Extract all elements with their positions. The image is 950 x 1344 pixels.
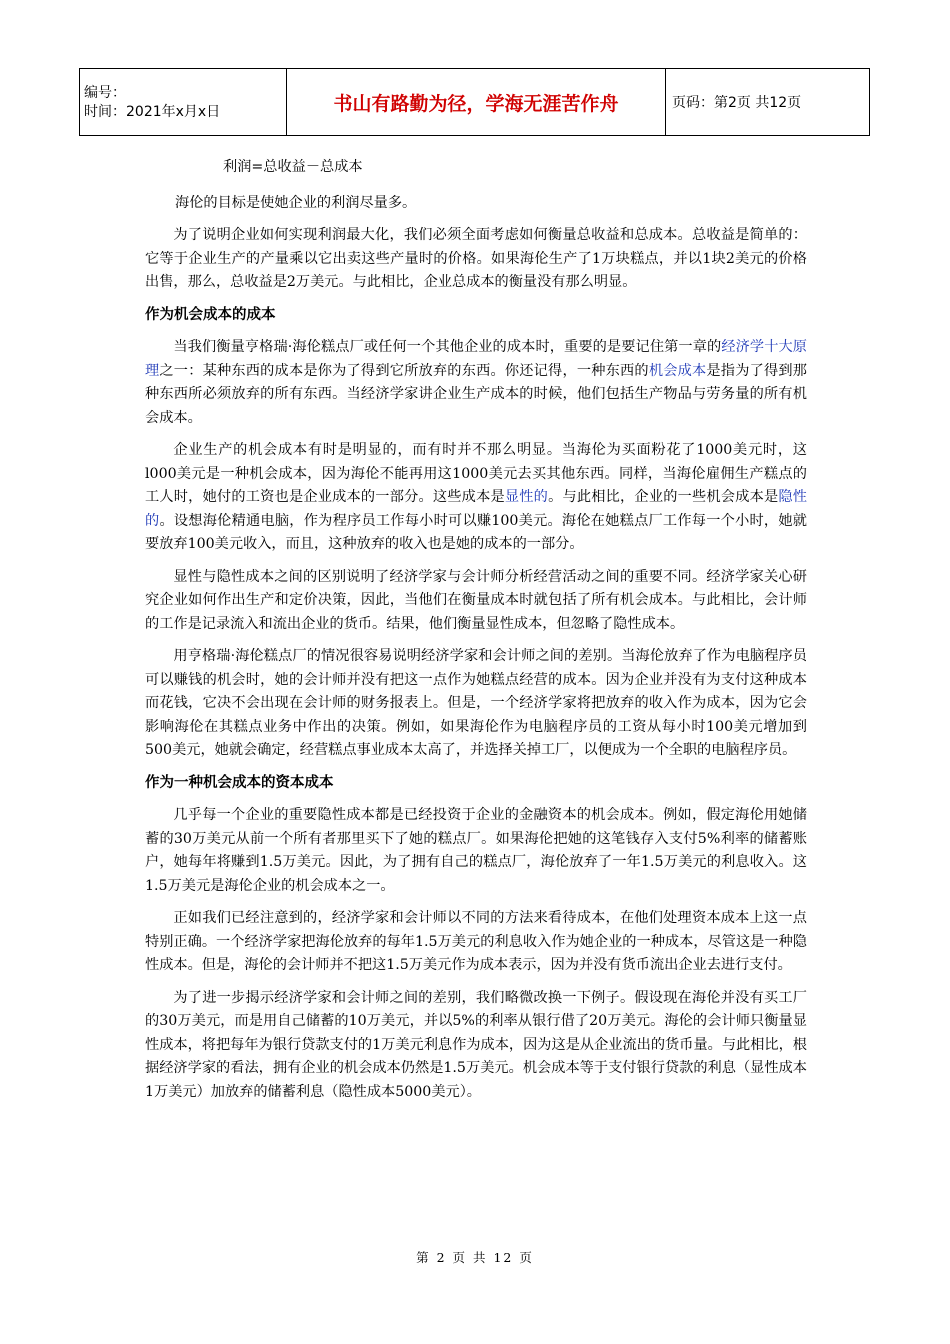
paragraph-3-text-c: 是指为了得到那种东西所必须放弃的所有东西。当经济学家讲企业生产成本的时候，他们包括生产物品与劳务量的所有机会成本。 [145, 362, 807, 426]
paragraph-1: 海伦的目标是使她企业的利润尽量多。 [175, 194, 417, 211]
header-motto: 书山有路勤为径，学海无涯苦作舟 [287, 69, 666, 136]
link-explicit[interactable]: 显性的 [504, 489, 549, 505]
paragraph-3-text-a: 当我们衡量亨格瑞·海伦糕点厂或任何一个其他企业的成本时，重要的是要记住第一章的 [173, 339, 722, 355]
paragraph-7: 几乎每一个企业的重要隐性成本都是已经投资于企业的金融资本的机会成本。例如，假定海伦用她储蓄的30万美元从前一个所有者那里买下了她的糕点厂。如果海伦把她的这笔钱存入支付5%利率的储蓄账户，她每年将赚到1.5万美元。因此，为了拥有自己的糕点厂，海伦放弃了一年1.5万美元的利息收入。这1.5万美元是海伦企业的机会成本之一。 [145, 807, 807, 894]
paragraph-6: 用亨格瑞·海伦糕点厂的情况很容易说明经济学家和会计师之间的差别。当海伦放弃了作为电脑程序员可以赚钱的机会时，她的会计师并没有把这一点作为她糕点经营的成本。因为企业并没有为支付这种成本而花钱，它决不会出现在会计师的财务报表上。但是，一个经济学家将把放弃的收入作为成本，因为它会影响海伦在其糕点业务中作出的决策。例如，如果海伦作为电脑程序员的工资从每小时100美元增加到500美元，她就会确定，经营糕点事业成本太高了，并选择关掉工厂，以便成为一个全职的电脑程序员。 [145, 648, 807, 758]
document-date-label: 时间：2021年x月x日 [84, 104, 221, 120]
section-heading-opportunity-cost: 作为机会成本的成本 [145, 306, 276, 323]
document-number-label: 编号： [84, 85, 126, 101]
section-heading-capital-cost: 作为一种机会成本的资本成本 [145, 774, 334, 791]
link-ten-principles[interactable]: 经济学十大原理 [145, 339, 807, 379]
link-implicit[interactable]: 隐性的 [145, 489, 807, 529]
paragraph-4-text-a: 企业生产的机会成本有时是明显的，而有时并不那么明显。当海伦为买面粉花了1000美元时，这l000美元是一种机会成本，因为海伦不能再用这1000美元去买其他东西。同样，当海伦雇佣生产糕点的工人时，她付的工资也是企业成本的一部分。这些成本是 [145, 442, 807, 505]
header-page-label: 页码：第2页 共12页 [666, 69, 870, 136]
paragraph-3-text-b: 之一：某种东西的成本是你为了得到它所放弃的东西。你还记得，一种东西的 [159, 362, 649, 379]
paragraph-3 [145, 336, 807, 430]
paragraph-2: 为了说明企业如何实现利润最大化，我们必须全面考虑如何衡量总收益和总成本。总收益是简单的：它等于企业生产的产量乘以它出卖这些产量时的价格。如果海伦生产了1万块糕点，并以1块2美元的价格出售，那么，总收益是2万美元。与此相比，企业总成本的衡量没有那么明显。 [145, 227, 807, 290]
document-body [145, 156, 807, 1113]
header-info-cell [80, 69, 287, 136]
profit-formula: 利润=总收益－总成本 [223, 159, 363, 175]
page-footer: 第 2 页 共 12 页 [416, 1250, 534, 1265]
paragraph-4-text-b: 。与此相比，企业的一些机会成本是 [548, 489, 779, 505]
paragraph-5: 显性与隐性成本之间的区别说明了经济学家与会计师分析经营活动之间的重要不同。经济学家关心研究企业如何作出生产和定价决策，因此，当他们在衡量成本时就包括了所有机会成本。与此相比，会计师的工作是记录流入和流出企业的货币。结果，他们衡量显性成本，但忽略了隐性成本。 [145, 568, 807, 632]
paragraph-8: 正如我们已经注意到的，经济学家和会计师以不同的方法来看待成本，在他们处理资本成本上这一点特别正确。一个经济学家把海伦放弃的每年1.5万美元的利息收入作为她企业的一种成本，尽管这是一种隐性成本。但是，海伦的会计师并不把这1.5万美元作为成本表示，因为并没有货币流出企业去进行支付。 [145, 910, 807, 973]
link-opportunity-cost[interactable]: 机会成本 [648, 362, 707, 379]
paragraph-4 [145, 439, 807, 557]
paragraph-9: 为了进一步揭示经济学家和会计师之间的差别，我们略微改换一下例子。假设现在海伦并没有买工厂的30万美元，而是用自己储蓄的10万美元，并以5%的利率从银行借了20万美元。海伦的会计师只衡量显性成本，将把每年为银行贷款支付的1万美元利息作为成本，因为这是从企业流出的货币量。与此相比，根据经济学家的看法，拥有企业的机会成本仍然是1.5万美元。机会成本等于支付银行贷款的利息（显性成本1万美元）加放弃的储蓄利息（隐性成本5000美元）。 [145, 989, 807, 1100]
document-header [79, 68, 870, 136]
paragraph-4-text-c: 。设想海伦精通电脑，作为程序员工作每小时可以赚100美元。海伦在她糕点厂工作每一个小时，她就要放弃100美元收入，而且，这种放弃的收入也是她的成本的一部分。 [145, 512, 807, 552]
